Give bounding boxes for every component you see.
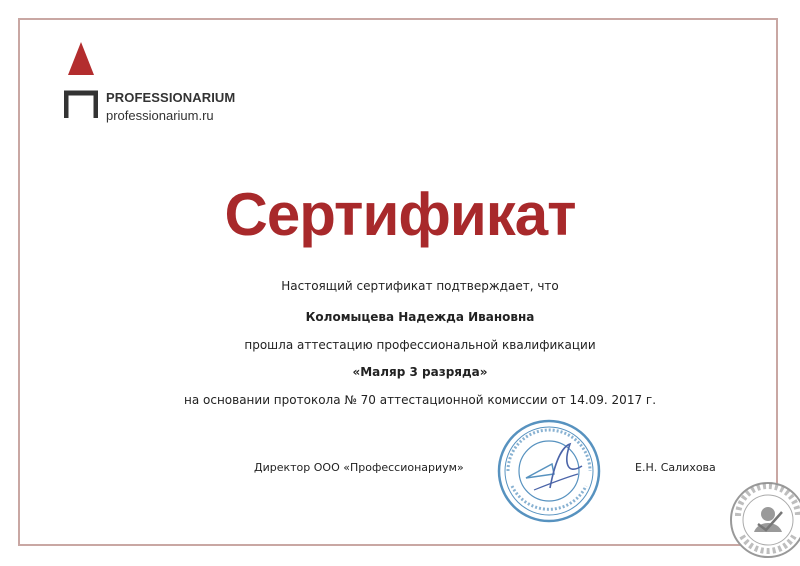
qualification-name: «Маляр 3 разряда» [352,365,488,379]
logo-site: professionarium.ru [106,108,214,123]
logo-pi-icon [64,90,98,118]
signer-name: Е.Н. Салихова [635,461,716,474]
company-stamp-icon [494,416,604,526]
recipient-name: Коломыцева Надежда Ивановна [305,310,535,324]
document-verified-badge-icon [728,480,800,560]
logo-brand: PROFESSIONARIUM [106,90,236,105]
logo-triangle-icon [68,42,94,75]
director-position: Директор ООО «Профессионариум» [254,461,464,474]
attestation-text: прошла аттестацию профессиональной квалификации [244,338,596,352]
confirmation-text: Настоящий сертификат подтверждает, что [281,279,559,293]
certificate-title: Сертификат [224,181,576,248]
protocol-text: на основании протокола № 70 аттестационной комиссии от 14.09. 2017 г. [183,393,657,407]
